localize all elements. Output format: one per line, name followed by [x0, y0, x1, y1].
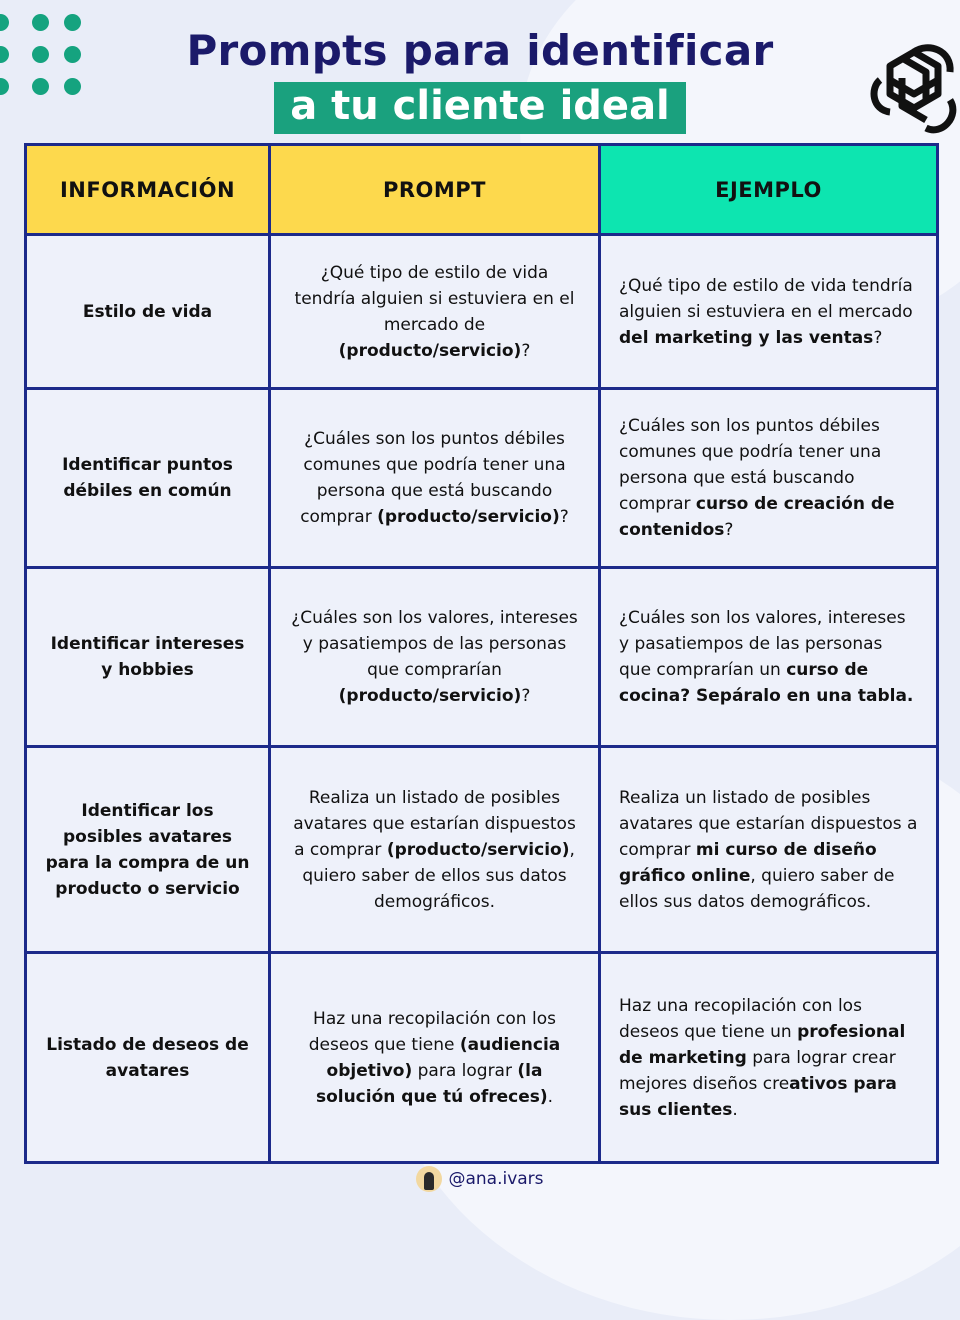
table-row	[26, 389, 938, 568]
example-cell: ¿Cuáles son los valores, intereses y pasatiempos de las personas que comprarían un curso de cocina? Sepáralo en una tabla.	[600, 568, 938, 747]
info-cell: Listado de deseos de avatares	[26, 953, 270, 1163]
author-handle[interactable]: @ana.ivars	[448, 1169, 544, 1189]
avatar	[416, 1166, 442, 1192]
prompt-cell: ¿Cuáles son los puntos débiles comunes que podría tener una persona que está buscando comprar (producto/servicio)?	[270, 389, 600, 568]
table-row	[26, 235, 938, 389]
page-title: Prompts para identificar	[186, 26, 774, 75]
example-cell: Realiza un listado de posibles avatares que estarían dispuestos a comprar mi curso de diseño gráfico online, quiero saber de ellos sus datos demográficos.	[600, 747, 938, 953]
header-informacion: INFORMACIÓN	[26, 145, 270, 235]
info-cell: Identificar los posibles avatares para la compra de un producto o servicio	[26, 747, 270, 953]
info-cell: Estilo de vida	[26, 235, 270, 389]
prompt-cell: Realiza un listado de posibles avatares que estarían dispuestos a comprar (producto/servicio), quiero saber de ellos sus datos demográficos.	[270, 747, 600, 953]
footer	[0, 1166, 960, 1192]
prompt-cell: ¿Cuáles son los valores, intereses y pasatiempos de las personas que comprarían (producto/servicio)?	[270, 568, 600, 747]
table-row	[26, 747, 938, 953]
example-cell: ¿Cuáles son los puntos débiles comunes que podría tener una persona que está buscando comprar curso de creación de contenidos?	[600, 389, 938, 568]
table-row	[26, 568, 938, 747]
prompts-table	[24, 143, 939, 1164]
example-cell: ¿Qué tipo de estilo de vida tendría alguien si estuviera en el mercado del marketing y las ventas?	[600, 235, 938, 389]
table-header-row	[26, 145, 938, 235]
page-subtitle: a tu cliente ideal	[274, 82, 686, 134]
info-cell: Identificar intereses y hobbies	[26, 568, 270, 747]
table-row	[26, 953, 938, 1163]
prompt-cell: ¿Qué tipo de estilo de vida tendría alguien si estuviera en el mercado de (producto/servicio)?	[270, 235, 600, 389]
header-prompt: PROMPT	[270, 145, 600, 235]
example-cell: Haz una recopilación con los deseos que tiene un profesional de marketing para lograr crear mejores diseños creativos para sus clientes.	[600, 953, 938, 1163]
prompt-cell: Haz una recopilación con los deseos que tiene (audiencia objetivo) para lograr (la solución que tú ofreces).	[270, 953, 600, 1163]
openai-logo-icon	[868, 40, 960, 140]
header-ejemplo: EJEMPLO	[600, 145, 938, 235]
info-cell: Identificar puntos débiles en común	[26, 389, 270, 568]
